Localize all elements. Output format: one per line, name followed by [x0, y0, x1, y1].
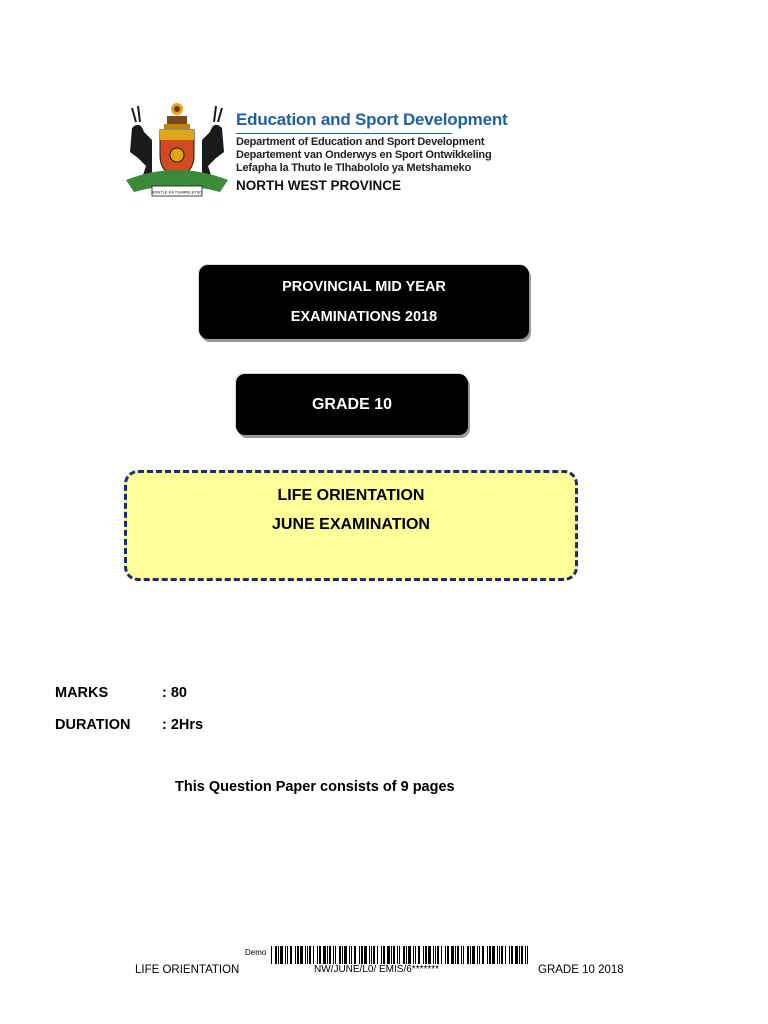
- footer-code: NW/JUNE/L0/ EMIS/6*******: [314, 964, 440, 975]
- province-name: NORTH WEST PROVINCE: [236, 178, 402, 193]
- barcode-bar: [489, 946, 491, 964]
- barcode-bar: [457, 946, 459, 964]
- barcode-bar: [413, 946, 414, 964]
- exam-title-box: [199, 265, 529, 339]
- exam-title-line1: PROVINCIAL MID YEAR: [282, 279, 446, 295]
- barcode-bar: [309, 946, 311, 964]
- barcode-bar: [313, 946, 314, 964]
- grade-label: GRADE 10: [311, 395, 393, 413]
- barcode-bar: [487, 946, 488, 964]
- barcode-bar: [349, 946, 350, 964]
- barcode-bar: [391, 946, 392, 964]
- barcode-icon: [243, 946, 533, 964]
- barcode-bar: [381, 946, 382, 964]
- barcode-bar: [361, 946, 363, 964]
- coat-of-arms-icon: [122, 100, 232, 200]
- marks-value: : 80: [162, 685, 187, 701]
- barcode-bar: [393, 946, 395, 964]
- marks-label: MARKS: [55, 685, 109, 701]
- barcode-bar: [344, 946, 347, 964]
- barcode-bar: [295, 946, 296, 964]
- barcode-bar: [397, 946, 398, 964]
- grade-box: [236, 374, 468, 435]
- barcode-bar: [327, 946, 328, 964]
- barcode-bar: [280, 946, 283, 964]
- barcode-bar: [505, 946, 506, 964]
- barcode-bar: [477, 946, 478, 964]
- barcode-bar: [271, 946, 272, 964]
- barcode-bar: [399, 946, 400, 964]
- barcode-bar: [406, 946, 407, 964]
- barcode-bar: [479, 946, 480, 964]
- barcode-bar: [408, 946, 411, 964]
- barcode-bar: [290, 946, 292, 964]
- barcode-bar: [323, 946, 326, 964]
- barcode-bar: [351, 946, 352, 964]
- footer-subject: LIFE ORIENTATION: [135, 964, 240, 976]
- department-title: Education and Sport Development: [236, 110, 508, 129]
- duration-value: : 2Hrs: [162, 717, 204, 733]
- svg-text:BONTLE KA TSHIRELETSO: BONTLE KA TSHIRELETSO: [151, 189, 203, 195]
- barcode-bar: [383, 946, 385, 964]
- header-divider: [236, 133, 452, 134]
- barcode-bar: [364, 946, 367, 964]
- barcode-bar: [307, 946, 308, 964]
- barcode-bar: [527, 946, 528, 964]
- barcode-bar: [371, 946, 372, 964]
- barcode-bar: [463, 946, 464, 964]
- svg-text:Demo: Demo: [245, 948, 267, 957]
- barcode-bar: [445, 946, 446, 964]
- barcode-bar: [525, 946, 526, 964]
- barcode-bar: [428, 946, 431, 964]
- barcode-bar: [305, 946, 306, 964]
- barcode-bar: [377, 946, 378, 964]
- barcode-bar: [499, 946, 500, 964]
- page-count-note: This Question Paper consists of 9 pages: [175, 779, 455, 795]
- barcode-bar: [278, 946, 279, 964]
- subject-box: [124, 470, 578, 581]
- barcode-bar: [470, 946, 471, 964]
- exam-title-line2: EXAMINATIONS 2018: [290, 309, 438, 325]
- barcode-bar: [451, 946, 454, 964]
- barcode-bar: [497, 946, 498, 964]
- barcode-bar: [319, 946, 321, 964]
- barcode-bar: [403, 946, 405, 964]
- barcode-bar: [317, 946, 318, 964]
- barcode-bar: [287, 946, 288, 964]
- barcode-bar: [359, 946, 360, 964]
- exam-name: JUNE EXAMINATION: [272, 516, 430, 533]
- barcode-bar: [492, 946, 495, 964]
- barcode-bar: [433, 946, 434, 964]
- barcode-bar: [387, 946, 390, 964]
- barcode-bar: [418, 946, 420, 964]
- department-name-setswana: Lefapha la Thuto le Tlhabololo ya Metshameko: [236, 162, 472, 174]
- barcode-bar: [482, 946, 484, 964]
- barcode-bar: [369, 946, 370, 964]
- subject-name: LIFE ORIENTATION: [277, 487, 425, 504]
- barcode-bar: [329, 946, 331, 964]
- duration-label: DURATION: [55, 717, 131, 733]
- barcode-bar: [437, 946, 439, 964]
- barcode-bar: [335, 946, 336, 964]
- barcode-bar: [521, 946, 523, 964]
- barcode-bar: [275, 946, 277, 964]
- barcode-bar: [509, 946, 510, 964]
- barcode-bar: [333, 946, 334, 964]
- barcode-bar: [455, 946, 456, 964]
- barcode-bar: [425, 946, 427, 964]
- barcode-bar: [515, 946, 518, 964]
- footer-grade-year: GRADE 10 2018: [538, 964, 624, 976]
- barcode-bar: [285, 946, 286, 964]
- barcode-bar: [441, 946, 442, 964]
- barcode-bar: [339, 946, 341, 964]
- barcode-bar: [300, 946, 303, 964]
- barcode-bar: [511, 946, 513, 964]
- barcode-bar: [501, 946, 503, 964]
- barcode-bar: [423, 946, 424, 964]
- barcode-bar: [472, 946, 475, 964]
- barcode-bar: [435, 946, 436, 964]
- barcode-bar: [297, 946, 299, 964]
- barcode-bar: [447, 946, 449, 964]
- department-name-english: Department of Education and Sport Development: [236, 136, 485, 148]
- department-name-afrikaans: Departement van Onderwys en Sport Ontwikkeling: [236, 149, 492, 161]
- barcode-bar: [467, 946, 469, 964]
- barcode-bar: [373, 946, 375, 964]
- barcode-bar: [415, 946, 416, 964]
- barcode-bar: [354, 946, 356, 964]
- barcode-bar: [342, 946, 343, 964]
- barcode-bar: [519, 946, 520, 964]
- barcode-bar: [461, 946, 462, 964]
